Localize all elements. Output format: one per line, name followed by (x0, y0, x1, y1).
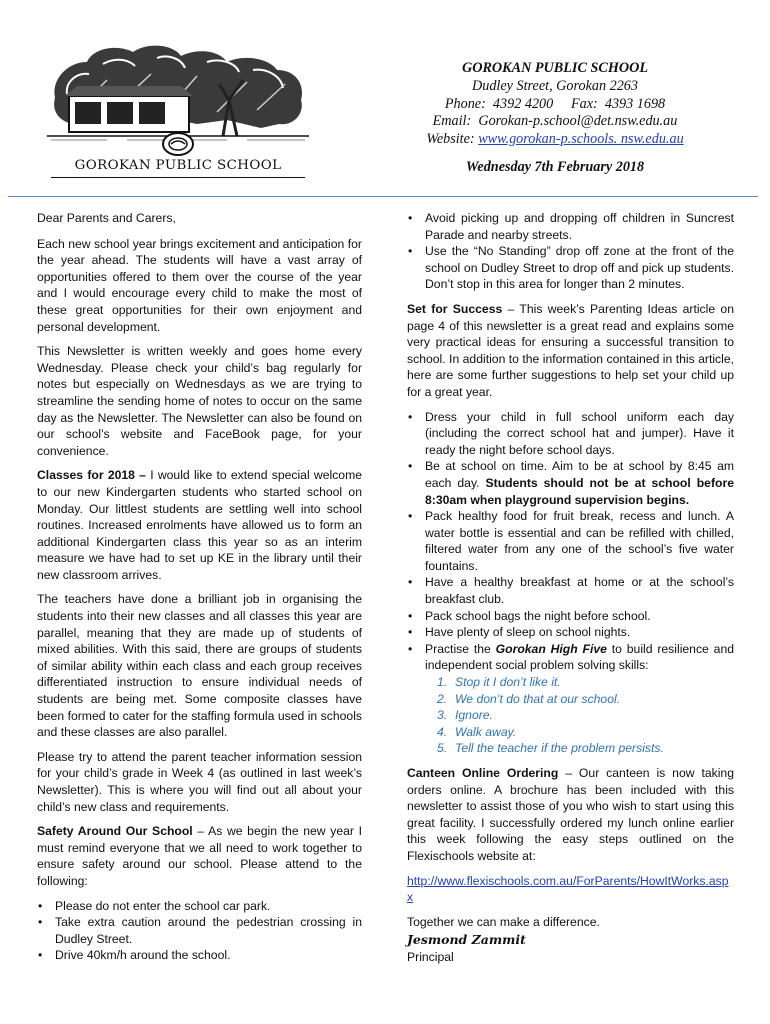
step-number: 4. (437, 724, 448, 739)
list-item: • Please do not enter the school car park. (37, 898, 362, 915)
canteen-paragraph (407, 765, 734, 865)
high-five-post: to build resilience and independent social problem solving skills: (425, 641, 735, 673)
principal-signature: Jesmond Zammit (407, 932, 526, 948)
info-session-paragraph: Please try to attend the parent teacher information session for your child’s grade in Week 4 (as outlined in last week’s Newsletter). This is where you will find out all about your child’s new class and requirements. (37, 749, 362, 814)
flexischools-link[interactable]: http://www.flexischools.com.au/ForParents/HowItWorks.aspx (407, 873, 729, 905)
left-column (37, 210, 362, 972)
right-column (407, 210, 734, 966)
fax-number: 4393 1698 (604, 95, 666, 112)
newsletter-date: Wednesday 7th February 2018 (465, 158, 645, 175)
list-item: • Have a healthy breakfast at home or at the school’s breakfast club. (407, 574, 734, 607)
tip-time-text: Be at school on time. Aim to be at school by 8:45 am each day. (425, 459, 734, 490)
list-item: • Dress your child in full school uniform each day (including the correct school hat and jumper). Have it ready the night before school days. (407, 409, 734, 459)
logo-caption: GOROKAN PUBLIC SCHOOL (74, 158, 282, 173)
classes-heading: Classes for 2018 – (37, 468, 146, 483)
teachers-paragraph: The teachers have done a brilliant job in organising the students into their new classes and all classes this year are parallel, meaning that they are made up of students of mixed abilities. With this said, there are groups of students of similar ability within each class and each group receives differentiated instruction to ensure individual needs of students are being met. Some composite classes have been formed to cater for the staffing formula used in schools and these classes are also parallel. (37, 592, 362, 740)
high-five-steps (407, 674, 734, 757)
step-text: Ignore. (455, 708, 493, 723)
list-item (407, 641, 734, 674)
step-number: 3. (437, 708, 448, 723)
header-divider (8, 196, 758, 197)
school-phone-fax (390, 96, 720, 114)
step-number: 5. (437, 741, 448, 756)
list-item: • Avoid picking up and dropping off children in Suncrest Parade and nearby streets. (407, 210, 734, 243)
safety-paragraph (37, 823, 362, 889)
safety-list-continued (407, 210, 734, 293)
school-address: Dudley Street, Gorokan 2263 (471, 77, 638, 94)
list-item (437, 674, 734, 691)
success-tips-list (407, 409, 734, 675)
canteen-text: – Our canteen is now taking orders online. A brochure has been included with this newsletter to assist those of you who wish to start using this great facility. I successfully ordered my lunch online earlier this week following the easy steps outlined on the Flexischools website at: (407, 766, 734, 863)
school-name: GOROKAN PUBLIC SCHOOL (461, 60, 649, 76)
list-item: • Drive 40km/h around the school. (37, 947, 362, 964)
success-text: – This week’s Parenting Ideas article on page 4 of this newsletter is a great read and explains some very practical ideas for ensuring a successful transition to school. In addition to the information contained in this article, here are some further suggestions to help set your child up for a great year. (407, 301, 734, 399)
classes-text: I would like to extend special welcome to our new Kindergarten students who started school on Monday. Our littlest students are settling well into school routines. Increased enrolments have allowed us to form an additional Kindergarten class this year so as an interim measure we have had to set up KE in the library until their new classroom arrives. (37, 468, 362, 582)
high-five-pre: Practise the (425, 641, 496, 656)
newsletter-paragraph: This Newsletter is written weekly and goes home every Wednesday. Please check your child’s bag regularly for notes but especially on Wednesdays as we are trying to streamline the sending home of notes to occur on the same day as the Newsletter. The Newsletter can also be found on our school’s website and FaceBook page, for your convenience. (37, 344, 362, 458)
tip-time-bold: Students should not be at school before 8:30am when playground supervision begins. (425, 475, 734, 507)
step-text: We don’t do that at our school. (455, 691, 621, 706)
logo-underline (51, 177, 305, 178)
list-item (437, 724, 734, 741)
phone-number: 4392 4200 (492, 95, 554, 112)
list-item: • Pack healthy food for fruit break, recess and lunch. A water bottle is essential and can be refilled with chilled, filtered water from any one of the school’s five water fountains. (407, 508, 734, 574)
list-item (437, 707, 734, 724)
school-logo (47, 40, 309, 182)
canteen-heading: Canteen Online Ordering (407, 766, 559, 780)
set-for-success-paragraph (407, 301, 734, 401)
email-address: Gorokan-p.school@det.nsw.edu.au (478, 113, 678, 130)
step-number: 2. (437, 691, 448, 706)
fax-label: Fax: (570, 95, 598, 112)
list-item: • Use the “No Standing” drop off zone at the front of the school on Dudley Street to drop off and pick up students. Don’t stop in this area for longer than 2 minutes. (407, 243, 734, 293)
step-text: Stop it I don’t like it. (455, 675, 561, 690)
safety-list (37, 898, 362, 964)
school-website (390, 131, 720, 149)
intro-paragraph: Each new school year brings excitement and anticipation for the year ahead. The students will have a vast array of opportunities offered to them over the course of the year and I would encourage every child to make the most of these great opportunities for their own enjoyment and personal development. (37, 236, 362, 334)
closing-line: Together we can make a difference. (407, 914, 600, 929)
principal-title: Principal (407, 949, 454, 964)
email-label: Email: (432, 113, 472, 130)
list-item: • Take extra caution around the pedestrian crossing in Dudley Street. (37, 914, 362, 947)
safety-heading: Safety Around Our School (37, 824, 193, 839)
high-five-name: Gorokan High Five (495, 641, 607, 656)
list-item: • Have plenty of sleep on school nights. (407, 624, 734, 641)
safety-text: – As we begin the new year I must remind everyone that we all need to work together to ensure safety around our school. Please attend to the following: (37, 824, 362, 888)
step-text: Walk away. (455, 724, 517, 739)
step-text: Tell the teacher if the problem persists. (455, 741, 664, 756)
list-item (437, 740, 734, 757)
school-details (390, 60, 720, 177)
school-email (390, 113, 720, 131)
classes-paragraph (37, 467, 362, 583)
greeting: Dear Parents and Carers, (37, 211, 176, 225)
canteen-link-paragraph (407, 873, 734, 906)
success-heading: Set for Success (407, 301, 503, 316)
website-label: Website: (426, 131, 475, 148)
list-item (437, 691, 734, 708)
website-link[interactable]: www.gorokan-p.schools. nsw.edu.au (478, 131, 684, 148)
phone-label: Phone: (444, 95, 486, 112)
list-item: • Pack school bags the night before school. (407, 608, 734, 625)
list-item (407, 458, 734, 508)
step-number: 1. (437, 675, 448, 690)
